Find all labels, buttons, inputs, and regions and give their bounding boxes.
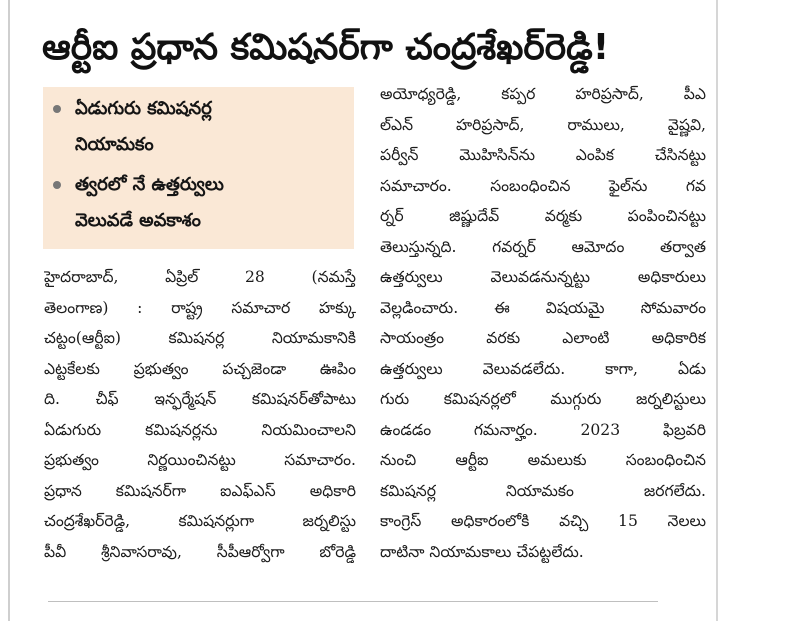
article-line: ఉండడం గమనార్హం. 2023 ఫిబ్రవరి [380,420,706,439]
article-line: పీవీ శ్రీనివాసరావు, సీపీఆర్వోగా బోరెడ్డి [44,542,356,561]
highlight-line: వెలువడే అవకాశం [75,210,201,231]
article-line: ఏడుగురు కమిషనర్లను నియమించాలని [44,420,356,439]
article-line: ఉత్తర్వులు వెలువడలేదు. కాగా, ఏడు [380,359,706,378]
article-line: ఎట్టకేలకు ప్రభుత్వం పచ్చజెండా ఊపిం [44,359,356,378]
article-line: చంద్రశేఖర్‌రెడ్డి, కమిషనర్లుగా జర్నలిస్టు [44,512,356,530]
article-column-2 [380,79,706,567]
article-line: గురు కమిషనర్లలో ముగ్గురు జర్నలిస్టులు [380,390,706,408]
headline: ఆర్టీఐ ప్రధాన కమిషనర్‌గా చంద్రశేఖర్‌రెడ్డి! [42,27,610,68]
article-line: నుంచి ఆర్టీఐ అమలుకు సంబంధించిన [380,451,706,469]
right-border [716,0,718,621]
article-line: సమాచారం. సంబంధించిన ఫైల్‌ను గవ [380,176,706,195]
article-line: తెలుస్తున్నది. గవర్నర్ ఆమోదం తర్వాత [380,237,706,256]
highlight-line: నియామకం [75,134,154,155]
article-line: ఉత్తర్వులు వెలువడనున్నట్టు అధికారులు [380,268,706,286]
article-line: ర్నర్ జిష్ణుదేవ్ వర్మకు పంపించినట్టు [380,207,706,225]
article-line: కాంగ్రెస్ అధికారంలోకి వచ్చి 15 నెలలు [380,512,706,530]
bullet-icon [53,181,61,189]
article-line: అయోధ్యరెడ్డి, కప్పర హరిప్రసాద్, పీఎ [380,85,706,103]
article-line: ప్రధాన కమిషనర్‌గా ఐఎఫ్ఎస్ అధికారి [44,481,356,500]
bottom-rule [48,601,658,602]
left-border [8,0,10,621]
article-line: తెలంగాణ) : రాష్ట్ర సమాచార హక్కు [44,298,356,317]
article-line: పర్వీన్ మొహిసిన్‌ను ఎంపిక చేసినట్టు [380,146,706,164]
highlight-line: ఏడుగురు కమిషనర్ల [75,98,212,119]
highlight-line: త్వరలో నే ఉత్తర్వులు [75,174,224,195]
article-line: ల్ఎన్ హరిప్రసాద్, రాములు, వైష్ణవి, [380,115,706,134]
article-line: వెల్లడించారు. ఈ విషయమై సోమవారం [380,298,706,317]
highlights-box [43,87,354,249]
article-line: హైదరాబాద్, ఏప్రిల్ 28 (నమస్తే [44,268,356,286]
article-column-1 [44,262,356,567]
article-line: కమిషనర్ల నియామకం జరగలేదు. [380,481,706,500]
article-line: ప్రభుత్వం నిర్ణయించినట్టు సమాచారం. [44,451,356,469]
article-line: సాయంత్రం వరకు ఎలాంటి అధికారిక [380,329,706,347]
article-line: దాటినా నియామకాలు చేపట్టలేదు. [380,542,584,561]
article-line: చట్టం(ఆర్టీఐ) కమిషనర్ల నియామకానికి [44,329,356,347]
bullet-icon [53,105,61,113]
article-line: ది. చీఫ్ ఇన్ఫర్మేషన్ కమిషనర్‌తోపాటు [44,390,356,408]
